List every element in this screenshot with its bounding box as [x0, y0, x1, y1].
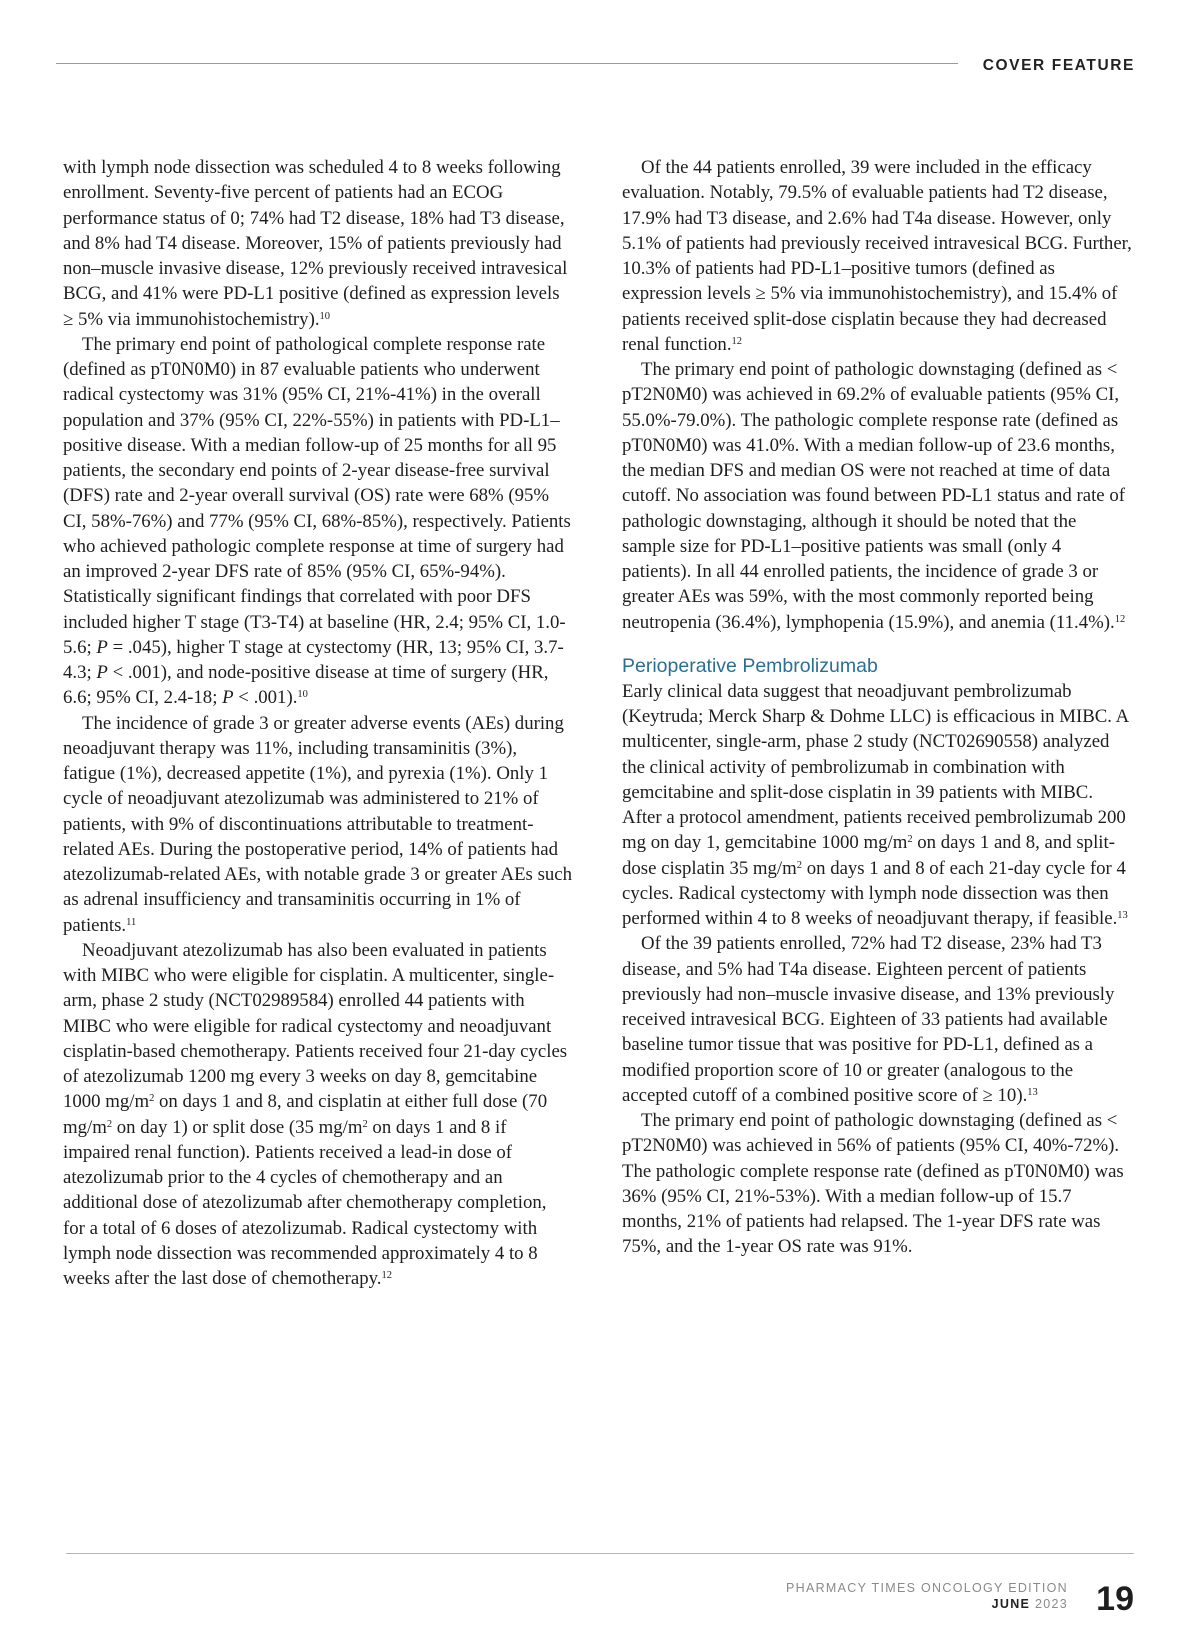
paragraph — [622, 931, 1132, 1108]
paragraph-text: Of the 44 patients enrolled, 39 were included in the efficacy evaluation. Notably, 79.5% of evaluable patients had T2 disease, 17.9% had T3 disease, and 2.6% had T4a disease. However, only 5.1% of patients had previously received intravesical BCG. Further, 10.3% of patients had PD-L1–positive tumors (defined as expression levels ≥ 5% via immunohistochemistry), and 15.4% of patients received split-dose cisplatin because they had decreased renal function. — [622, 157, 1132, 355]
superscript: 2 — [796, 859, 803, 871]
paragraph-text: Early clinical data suggest that neoadjuvant pembrolizumab (Keytruda; Merck Sharp & Dohme LLC) is efficacious in MIBC. A multicenter, single-arm, phase 2 study (NCT02690558) analyzed the clinical activity of pembrolizumab in combination with gemcitabine and split-dose cisplatin in 39 patients with MIBC. After a protocol amendment, patients received pembrolizumab 200 mg on day 1, gemcitabine 1000 mg/m — [622, 680, 1129, 854]
p-value-label: P — [96, 662, 108, 683]
left-column — [63, 155, 573, 1291]
superscript: 2 — [907, 834, 913, 846]
issue-year: 2023 — [1034, 1597, 1068, 1611]
superscript: 2 — [149, 1093, 155, 1105]
p-value-label: P — [222, 687, 234, 709]
section-subheading: Perioperative Pembrolizumab — [622, 654, 878, 677]
paragraph — [63, 332, 573, 711]
paragraph-text: < .001), and node-positive disease at time of surgery (HR, 6.6; 95% CI, 2.4-18; — [63, 662, 549, 709]
paragraph — [622, 679, 1132, 932]
reference-marker: 10 — [319, 310, 331, 322]
reference-marker: 13 — [1027, 1086, 1038, 1098]
paragraph — [622, 1108, 1132, 1260]
issue-date — [992, 1597, 1068, 1612]
reference-marker: 12 — [1114, 613, 1126, 625]
paragraph-text: The primary end point of pathological complete response rate (defined as pT0N0M0) in 87 evaluable patients who underwent radical cystectomy was 31% (95% CI, 21%-41%) in the overall population and 37% (95% CI, 22%-55%) in patients with PD-L1–positive disease. With a median follow-up of 25 months for all 95 patients, the secondary end points of 2-year disease-free survival (DFS) rate and 2-year overall survival (OS) rate were 68% (95% CI, 58%-76%) and 77% (95% CI, 68%-85%), respectively. Patients who achieved pathologic complete response at time of surgery had an improved 2-year DFS rate of 85% (95% CI, 65%-94%). Statistically significant findings that correlated with poor DFS included higher T stage (T3-T4) at baseline (HR, 2.4; 95% CI, 1.0-5.6; — [63, 333, 571, 658]
paragraph-text: The incidence of grade 3 or greater adverse events (AEs) during neoadjuvant therapy was 11%, including transaminitis (3%), fatigue (1%), decreased appetite (1%), and pyrexia (1%). Only 1 cycle of neoadjuvant atezolizumab was administered to 21% of patients, with 9% of discontinuations attributable to treatment-related AEs. During the postoperative period, 14% of patients had atezolizumab-related AEs, with notable grade 3 or greater AEs such as adrenal insufficiency and transaminitis occurring in 1% of patients. — [63, 712, 572, 936]
paragraph — [622, 357, 1132, 635]
paragraph-text: < .001). — [233, 687, 298, 709]
page-number: 19 — [1096, 1580, 1134, 1618]
reference-marker: 13 — [1117, 910, 1128, 921]
publication-name: PHARMACY TIMES ONCOLOGY EDITION — [785, 1581, 1068, 1595]
reference-marker: 12 — [381, 1270, 392, 1281]
paragraph — [63, 155, 573, 332]
paragraph — [63, 938, 573, 1292]
paragraph-text: Neoadjuvant atezolizumab has also been evaluated in patients with MIBC who were eligible for cisplatin. A multicenter, single-arm, phase 2 study (NCT02989584) enrolled 44 patients with MIBC who were eligible for radical cystectomy and neoadjuvant cisplatin-based chemotherapy. Patients received four 21-day cycles of atezolizumab 1200 mg every 3 weeks on day 8, gemcitabine 1000 mg/m — [63, 939, 568, 1113]
paragraph-text: The primary end point of pathologic downstaging (defined as < pT2N0M0) was achieved in 69.2% of evaluable patients (95% CI, 55.0%-79.0%). The pathologic complete response rate (defined as pT0N0M0) was 41.0%. With a median follow-up of 23.6 months, the median DFS and median OS were not reached at time of data cutoff. No association was found between PD-L1 status and rate of pathologic downstaging, although it should be noted that the sample size for PD-L1–positive patients was small (only 4 patients). In all 44 enrolled patients, the incidence of grade 3 or greater AEs was 59%, with the most commonly reported being neutropenia (36.4%), lymphopenia (15.9%), and anemia (11.4%). — [622, 359, 1125, 633]
section-label: COVER FEATURE — [982, 57, 1135, 74]
paragraph-text: on days 1 and 8 if impaired renal function). Patients received a lead-in dose of atezolizumab prior to the 4 cycles of chemotherapy and an additional dose of atezolizumab after chemotherapy completion, for a total of 6 doses of atezolizumab. Radical cystectomy with lymph node dissection was recommended approximately 4 to 8 weeks after the last dose of chemotherapy. — [63, 1116, 547, 1289]
superscript: 2 — [362, 1118, 368, 1130]
paragraph — [622, 155, 1132, 357]
issue-month: JUNE — [991, 1597, 1031, 1611]
reference-marker: 11 — [126, 916, 137, 928]
header-rule — [56, 63, 958, 64]
paragraph-text: The primary end point of pathologic downstaging (defined as < pT2N0M0) was achieved in 56% of patients (95% CI, 40%-72%). The pathologic complete response rate (defined as pT0N0M0) was 36% (95% CI, 21%-53%). With a median follow-up of 15.7 months, 21% of patients had relapsed. The 1-year DFS rate was 75%, and the 1-year OS rate was 91%. — [622, 1110, 1124, 1258]
paragraph-text: = .045), higher T stage at cystectomy (HR, 13; 95% CI, 3.7-4.3; — [63, 636, 564, 683]
footer-rule — [66, 1553, 1134, 1554]
reference-marker: 12 — [731, 335, 743, 347]
paragraph-text: on day 1) or split dose (35 mg/m — [112, 1116, 363, 1138]
superscript: 2 — [106, 1118, 113, 1130]
paragraph-text: on days 1 and 8 of each 21-day cycle for 4 cycles. Radical cystectomy with lymph node dissection was then performed within 4 to 8 weeks of neoadjuvant therapy, if feasible. — [622, 857, 1126, 929]
paragraph-text: on days 1 and 8, and cisplatin at either full dose (70 mg/m — [63, 1091, 548, 1138]
paragraph-text: on days 1 and 8, and split-dose cisplatin 35 mg/m — [622, 832, 1115, 879]
paragraph — [63, 711, 573, 938]
paragraph-text: with lymph node dissection was scheduled 4 to 8 weeks following enrollment. Seventy-five percent of patients had an ECOG performance status of 0; 74% had T2 disease, 18% had T3 disease, and 8% had T4 disease. Moreover, 15% of patients previously had non–muscle invasive disease, 12% previously received intravesical BCG, and 41% were PD-L1 positive (defined as expression levels ≥ 5% via immunohistochemistry). — [63, 157, 568, 330]
reference-marker: 10 — [297, 689, 308, 701]
right-column — [622, 155, 1132, 1260]
p-value-label: P — [96, 636, 108, 658]
paragraph-text: Of the 39 patients enrolled, 72% had T2 disease, 23% had T3 disease, and 5% had T4a disease. Eighteen percent of patients previously had non–muscle invasive disease, and 13% previously received intravesical BCG. Eighteen of 33 patients had available baseline tumor tissue that was positive for PD-L1, defined as a modified proportion score of 10 or greater (analogous to the accepted cutoff of a combined positive score of ≥ 10). — [622, 933, 1115, 1106]
